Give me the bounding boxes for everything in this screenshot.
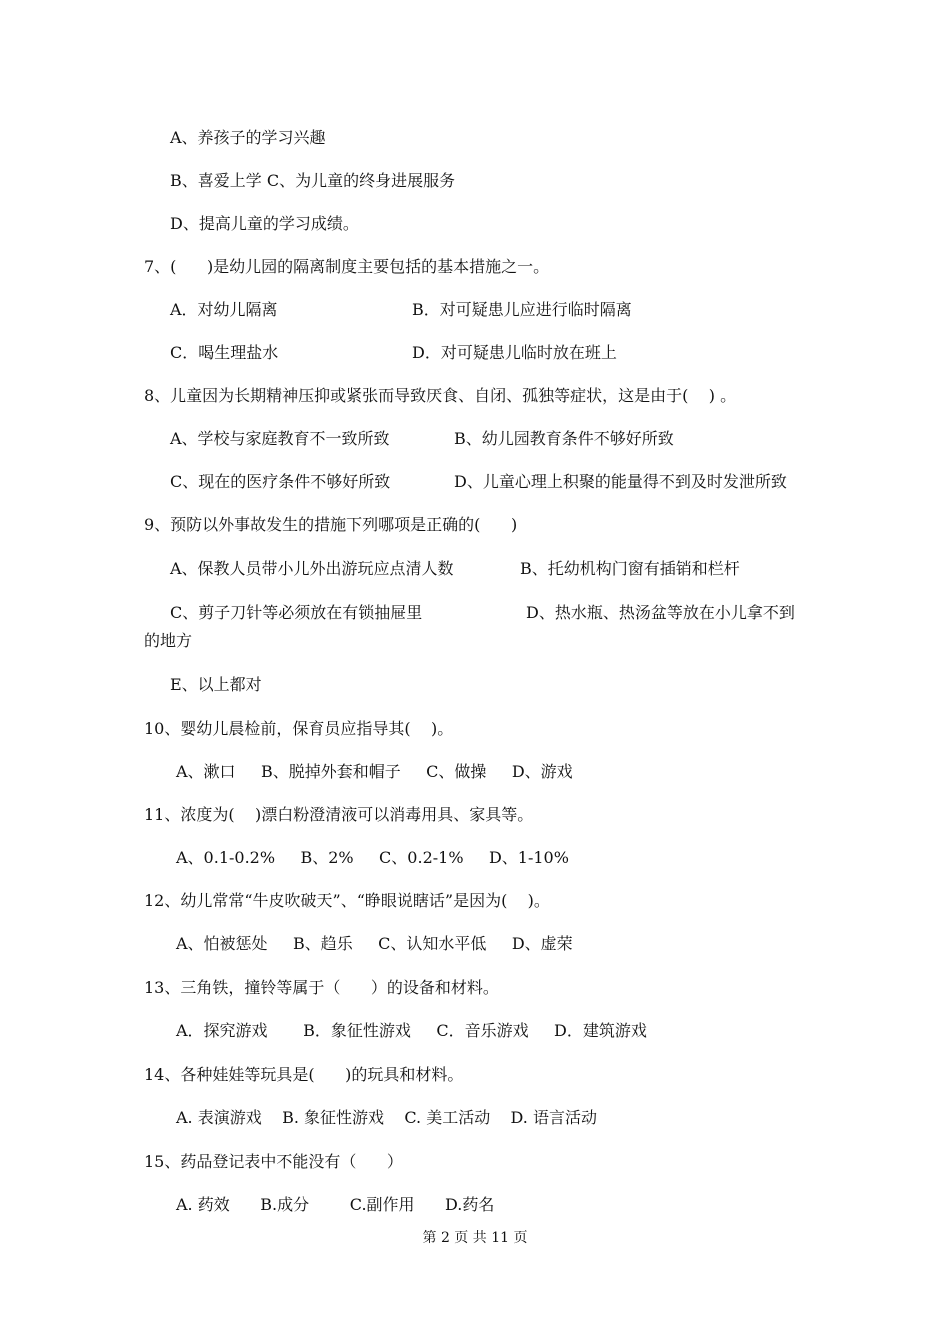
q14-stem: 14、各种娃娃等玩具是( )的玩具和材料。	[144, 1065, 464, 1084]
q12-options: A、怕被惩处 B、趋乐 C、认知水平低 D、虚荣	[176, 934, 573, 953]
q7-stem: 7、( )是幼儿园的隔离制度主要包括的基本措施之一。	[144, 257, 550, 276]
q8-option-d: D、儿童心理上积聚的能量得不到及时发泄所致	[454, 472, 787, 491]
q9-option-b: B、托幼机构门窗有插销和栏杆	[520, 559, 740, 578]
q10-options: A、漱口 B、脱掉外套和帽子 C、做操 D、游戏	[176, 762, 573, 781]
q6-option-d: D、提高儿童的学习成绩。	[170, 214, 359, 233]
q11-options: A、0.1-0.2% B、2% C、0.2-1% D、1-10%	[176, 848, 569, 867]
q8-option-c: C、现在的医疗条件不够好所致	[170, 472, 391, 491]
q7-option-d: D．对可疑患儿临时放在班上	[412, 343, 617, 362]
q6-option-bc: B、喜爱上学 C、为儿童的终身进展服务	[170, 171, 456, 190]
q6-option-a: A、养孩子的学习兴趣	[170, 128, 326, 147]
q8-option-b: B、幼儿园教育条件不够好所致	[454, 429, 674, 448]
q13-stem: 13、三角铁，撞铃等属于（ ）的设备和材料。	[144, 978, 499, 997]
q9-option-d-continued: 的地方	[144, 631, 193, 650]
q8-option-a: A、学校与家庭教育不一致所致	[170, 429, 390, 448]
q9-option-a: A、保教人员带小儿外出游玩应点清人数	[170, 559, 454, 578]
q9-option-c: C、剪子刀针等必须放在有锁抽屉里	[170, 603, 423, 622]
page-footer: 第 2 页 共 11 页	[422, 1230, 528, 1246]
q7-option-c: C．喝生理盐水	[170, 343, 279, 362]
q15-stem: 15、药品登记表中不能没有（ ）	[144, 1152, 403, 1171]
q11-stem: 11、浓度为( )漂白粉澄清液可以消毒用具、家具等。	[144, 805, 534, 824]
q9-option-e: E、以上都对	[170, 675, 262, 694]
q7-option-a: A．对幼儿隔离	[170, 300, 278, 319]
q12-stem: 12、幼儿常常“牛皮吹破天”、“睁眼说瞎话”是因为( )。	[144, 891, 550, 910]
q8-stem: 8、儿童因为长期精神压抑或紧张而导致厌食、自闭、孤独等症状，这是由于( ) 。	[144, 386, 737, 405]
q9-stem: 9、预防以外事故发生的措施下列哪项是正确的( )	[144, 515, 518, 534]
q13-options: A．探究游戏 B．象征性游戏 C．音乐游戏 D．建筑游戏	[176, 1021, 647, 1040]
q10-stem: 10、婴幼儿晨检前，保育员应指导其( )。	[144, 719, 454, 738]
q9-option-d: D、热水瓶、热汤盆等放在小儿拿不到	[526, 603, 795, 622]
q14-options: A. 表演游戏 B. 象征性游戏 C. 美工活动 D. 语言活动	[176, 1108, 597, 1127]
q7-option-b: B．对可疑患儿应进行临时隔离	[412, 300, 632, 319]
q15-options: A. 药效 B.成分 C.副作用 D.药名	[176, 1195, 495, 1214]
